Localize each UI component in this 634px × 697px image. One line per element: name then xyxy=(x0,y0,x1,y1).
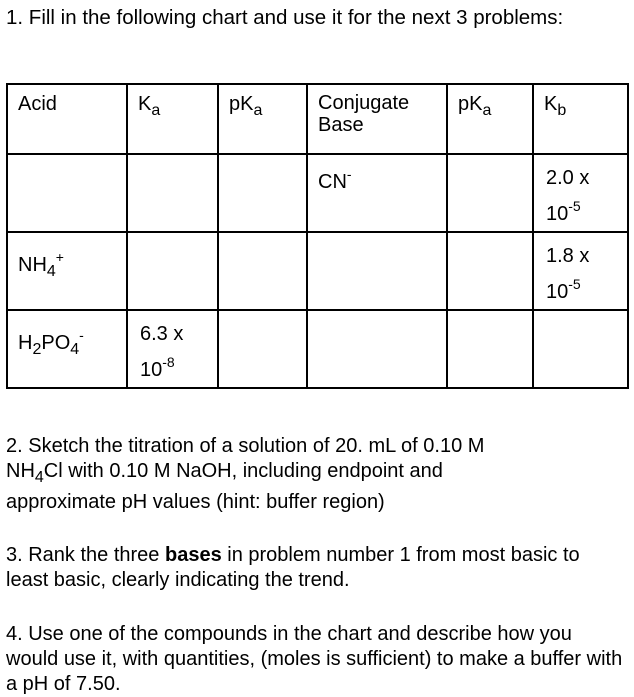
cell-kb[interactable]: 2.0 x $10^{-5}$ xyxy=(533,154,628,232)
cell-pka-2[interactable] xyxy=(447,310,533,388)
header-acid: Acid xyxy=(7,84,127,154)
problem-1-instructions: 1. Fill in the following chart and use it for the next 3 problems: xyxy=(6,6,564,29)
cell-acid[interactable] xyxy=(7,154,127,232)
acid-base-chart xyxy=(6,83,629,389)
cell-kb[interactable]: 1.8 x $10^{-5}$ xyxy=(533,232,628,310)
chart-header-row xyxy=(7,84,628,154)
cell-acid[interactable]: $NH_4^+$ xyxy=(7,232,127,310)
question-3: 3. Rank the three bases in problem number 1 from most basic to least basic, clearly indicating the trend. xyxy=(6,544,580,591)
chart-row-1 xyxy=(7,154,628,232)
chart-row-3 xyxy=(7,310,628,388)
header-kb: $K_b$ xyxy=(533,84,628,154)
question-4: 4. Use one of the compounds in the chart and describe how you would use it, with quantities, (moles is sufficient) to make a buffer with a pH of 7.50. xyxy=(6,623,623,695)
cell-pka-2[interactable] xyxy=(447,154,533,232)
cell-ka[interactable] xyxy=(127,154,218,232)
cell-acid[interactable]: $H_2PO_4^-$ xyxy=(7,310,127,388)
cell-pka[interactable] xyxy=(218,232,307,310)
cell-pka[interactable] xyxy=(218,310,307,388)
cell-conjugate-base[interactable]: CN- xyxy=(307,154,447,232)
cell-kb[interactable] xyxy=(533,310,628,388)
header-pka-2: $pK_a$ xyxy=(447,84,533,154)
question-2: 2. Sketch the titration of a solution of 20. mL of 0.10 M $NH_4Cl$ with 0.10 M NaOH, including endpoint and approximate pH values (hint: buffer region) xyxy=(6,435,485,513)
cell-conjugate-base[interactable] xyxy=(307,232,447,310)
cell-ka[interactable] xyxy=(127,232,218,310)
cell-pka[interactable] xyxy=(218,154,307,232)
header-conjugate-base: Conjugate Base xyxy=(307,84,447,154)
cell-ka[interactable]: 6.3 x $10^{-8}$ xyxy=(127,310,218,388)
chart-row-2 xyxy=(7,232,628,310)
cell-pka-2[interactable] xyxy=(447,232,533,310)
header-pka: $pK_a$ xyxy=(218,84,307,154)
header-ka: $K_a$ xyxy=(127,84,218,154)
cell-conjugate-base[interactable] xyxy=(307,310,447,388)
